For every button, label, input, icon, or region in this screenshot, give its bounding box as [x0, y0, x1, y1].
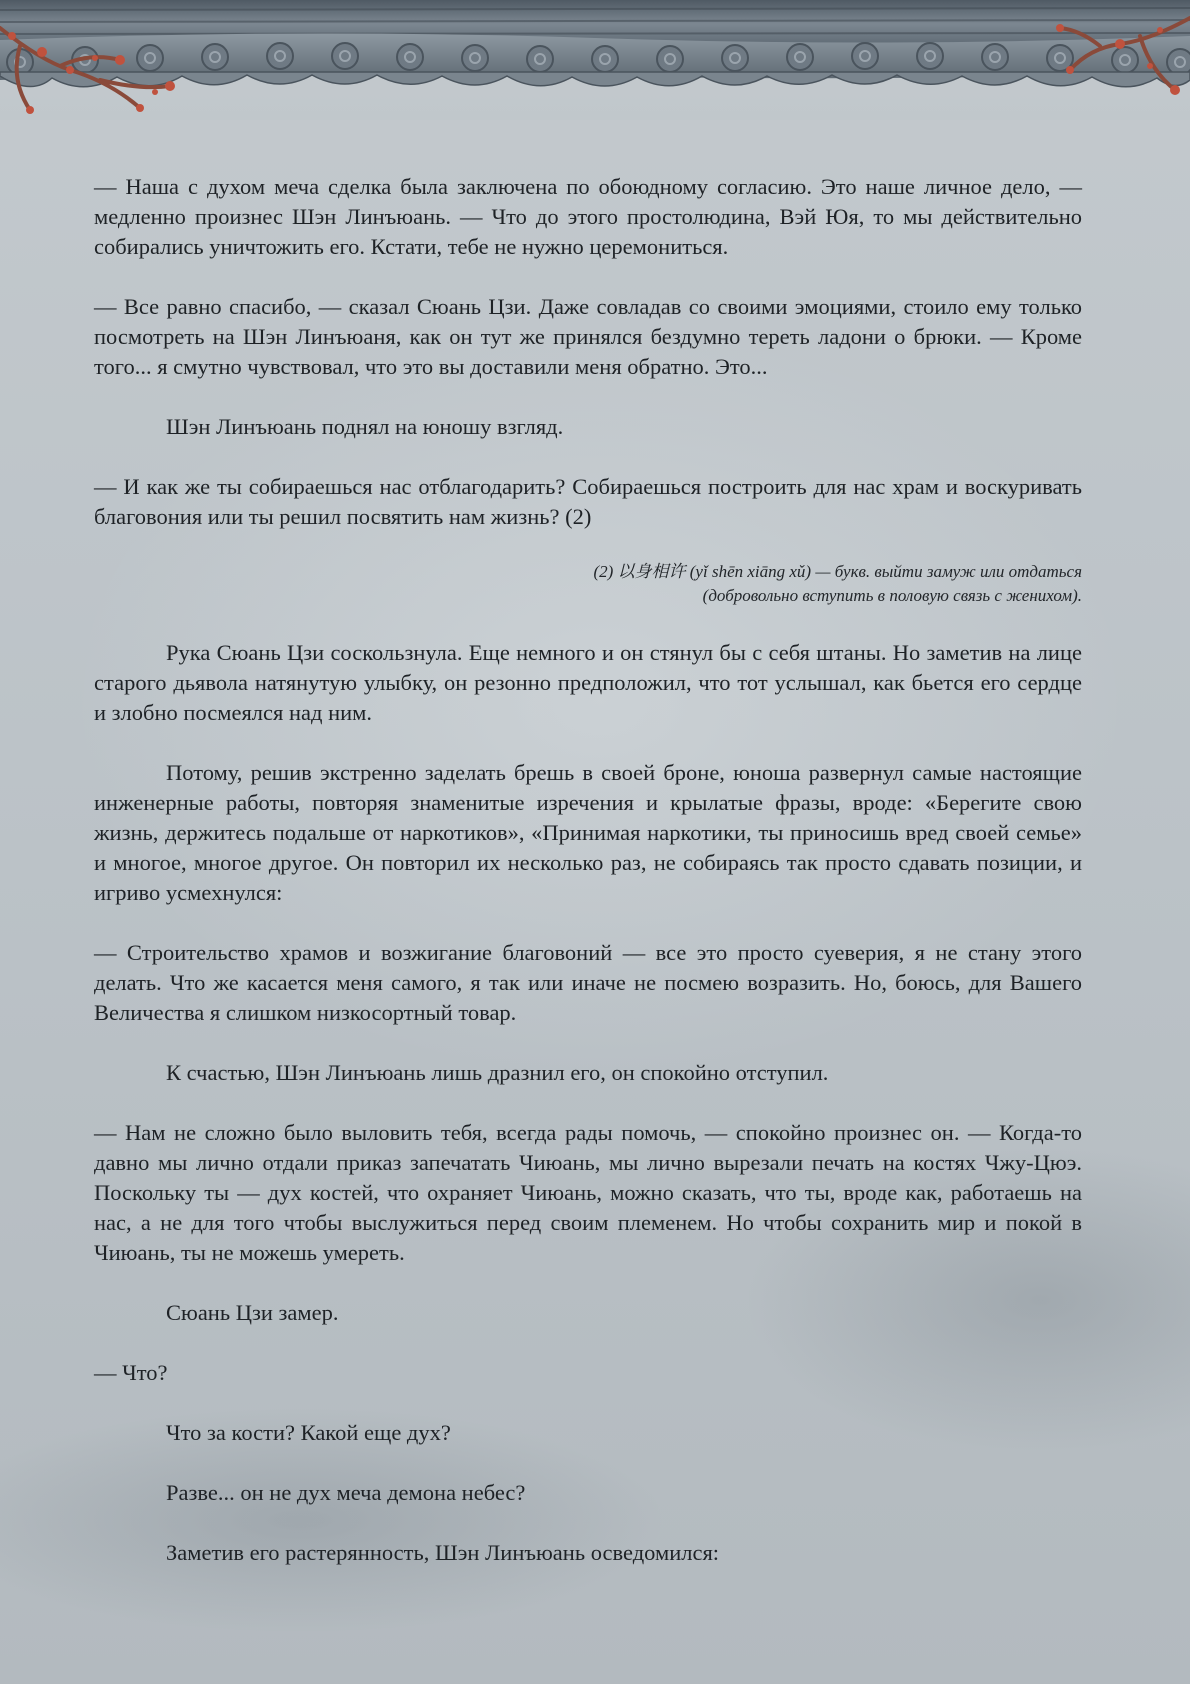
paragraph-6: Потому, решив экстренно заделать брешь в своей броне, юноша развернул самые настоящие инженерные работы, повторяя знаменитые изречения и крылатые фразы, вроде: «Берегите свою жизнь, держитесь подальше от наркотиков», «Принимая наркотики, ты приносишь вред своей семье» и многое, многое другое. Он повторил их несколько раз, не собираясь так просто сдавать позиции, и игриво усмехнулся: [94, 760, 1082, 905]
paragraph-2: — Все равно спасибо, — сказал Сюань Цзи. Даже совладав со своими эмоциями, стоило ему только посмотреть на Шэн Линъюаня, как он тут же принялся бездумно тереть ладони о брюки. — Кроме того... я смутно чувствовал, что это вы доставили меня обратно. Это... [94, 294, 1082, 379]
footnote [94, 560, 1082, 608]
paragraph-9: — Нам не сложно было выловить тебя, всегда рады помочь, — спокойно произнес он. — Когда-то давно мы лично отдали приказ запечатать Чиюань, мы лично вырезали печать на костях Чжу-Цюэ. Поскольку ты — дух костей, что охраняет Чиюань, можно сказать, что ты, вроде как, работаешь на нас, а не для того чтобы выслужиться перед своим племенем. Но чтобы сохранить мир и покой в Чиюань, ты не можешь умереть. [94, 1120, 1082, 1265]
drip-tiles [0, 72, 1190, 87]
paragraph-12: Что за кости? Какой еще дух? [166, 1420, 451, 1445]
paragraph-3: Шэн Линъюань поднял на юношу взгляд. [166, 414, 564, 439]
paragraph-7: — Строительство храмов и возжигание благовоний — все это просто суеверия, я не стану этого делать. Что же касается меня самого, я так или иначе не посмею возразить. Но, боюсь, для Вашего Величества я слишком низкосортный товар. [94, 940, 1082, 1025]
paragraph-4: — И как же ты собираешься нас отблагодарить? Собираешься построить для нас храм и воскуривать благовония или ты решил посвятить нам жизнь? (2) [94, 474, 1082, 529]
footnote-line-2: (добровольно вступить в половую связь с женихом). [702, 586, 1082, 605]
roof-fade [0, 88, 1190, 120]
roof-tiles-illustration [0, 0, 1190, 120]
paragraph-14: Заметив его растерянность, Шэн Линъюань осведомился: [166, 1540, 720, 1565]
paragraph-10: Сюань Цзи замер. [166, 1300, 339, 1325]
text-block [94, 172, 1082, 1568]
footnote-line-1: (2) 以身相许 (yǐ shēn xiāng xǔ) — букв. выйти замуж или отдаться [593, 562, 1082, 581]
paragraph-5: Рука Сюань Цзи соскользнула. Еще немного и он стянул бы с себя штаны. Но заметив на лице старого дьявола натянутую улыбку, он резонно предположил, что тот услышал, как бьется его сердце и злобно посмеялся над ним. [94, 640, 1082, 725]
paragraph-11: — Что? [94, 1360, 168, 1385]
paragraph-1: — Наша с духом меча сделка была заключена по обоюдному согласию. Это наше личное дело, — медленно произнес Шэн Линъюань. — Что до этого простолюдина, Вэй Юя, то мы действительно собирались уничтожить его. Кстати, тебе не нужно церемониться. [94, 174, 1082, 259]
paragraph-8: К счастью, Шэн Линъюань лишь дразнил его, он спокойно отступил. [166, 1060, 829, 1085]
paragraph-13: Разве... он не дух меча демона небес? [166, 1480, 526, 1505]
